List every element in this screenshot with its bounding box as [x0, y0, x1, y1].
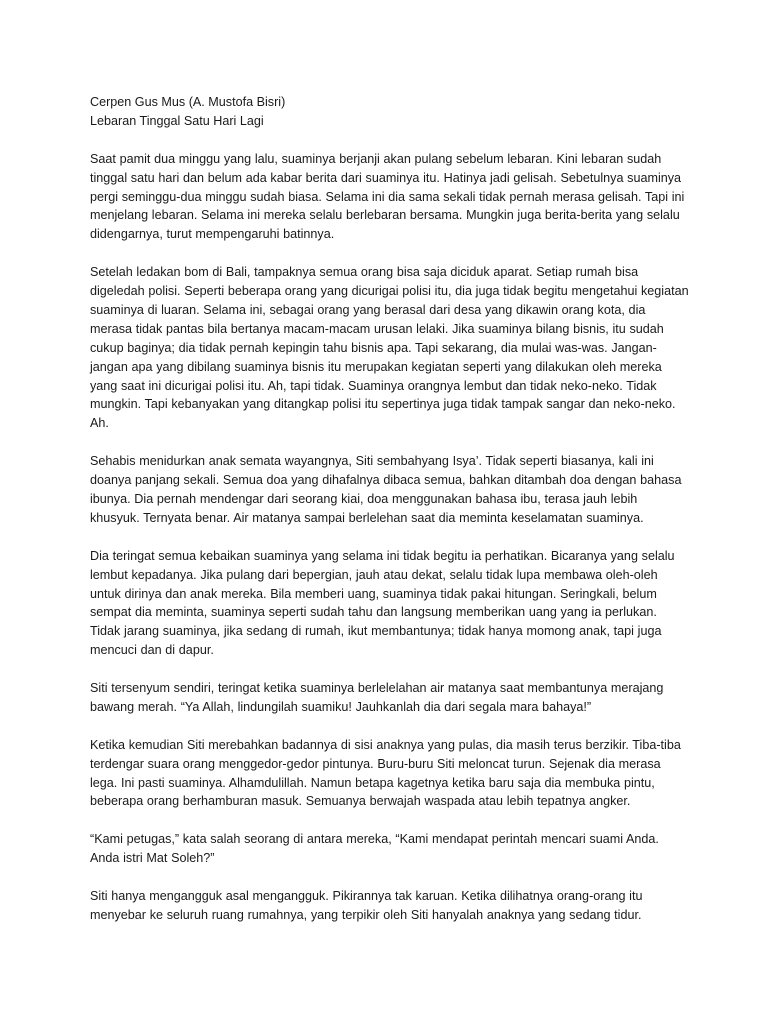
paragraph: Dia teringat semua kebaikan suaminya yang selama ini tidak begitu ia perhatikan. Bicaranya yang selalu lembut kepadanya. Jika pulang dari bepergian, jauh atau dekat, selalu tidak lupa membawa oleh-oleh untuk dirinya dan anak mereka. Bila memberi uang, suaminya tidak pakai hitungan. Seringkali, belum sempat dia meminta, suaminya seperti sudah tahu dan langsung memberikan uang yang ia perlukan. Tidak jarang suaminya, jika sedang di rumah, ikut membantunya; tidak hanya momong anak, tapi juga mencuci dan di dapur. [90, 548, 675, 658]
document-page [90, 93, 690, 925]
paragraph: Siti hanya mengangguk asal mengangguk. Pikirannya tak karuan. Ketika dilihatnya orang-orang itu menyebar ke seluruh ruang rumahnya, yang terpikir oleh Siti hanyalah anaknya yang sedang tidur. [90, 888, 643, 922]
document-story-title: Lebaran Tinggal Satu Hari Lagi [90, 113, 264, 128]
paragraph: Sehabis menidurkan anak semata wayangnya, Siti sembahyang Isya’. Tidak seperti biasanya, kali ini doanya panjang sekali. Semua doa yang dihafalnya dibaca semua, bahkan ditambah doa dengan bahasa ibunya. Dia pernah mendengar dari seorang kiai, doa menggunakan bahasa ibu, terasa jauh lebih khusyuk. Ternyata benar. Air matanya sampai berlelehan saat dia meminta keselamatan suaminya. [90, 454, 682, 525]
paragraph: “Kami petugas,” kata salah seorang di antara mereka, “Kami mendapat perintah mencari suami Anda. Anda istri Mat Soleh?” [90, 832, 659, 866]
paragraph: Ketika kemudian Siti merebahkan badannya di sisi anaknya yang pulas, dia masih terus berzikir. Tiba-tiba terdengar suara orang menggedor-gedor pintunya. Buru-buru Siti meloncat turun. Sejenak dia merasa lega. Ini pasti suaminya. Alhamdulillah. Namun betapa kagetnya ketika baru saja dia membuka pintu, beberapa orang berhamburan masuk. Semuanya berwajah waspada atau lebih tepatnya angker. [90, 737, 681, 809]
paragraph: Saat pamit dua minggu yang lalu, suaminya berjanji akan pulang sebelum lebaran. Kini lebaran sudah tinggal satu hari dan belum ada kabar berita dari suaminya itu. Hatinya jadi gelisah. Sebetulnya suaminya pergi seminggu-dua minggu sudah biasa. Selama ini dia sama sekali tidak pernah merasa gelisah. Tapi ini menjelang lebaran. Selama ini mereka selalu berlebaran bersama. Mungkin juga berita-berita yang selalu didengarnya, turut mempengaruhi batinnya. [90, 151, 685, 242]
paragraph: Siti tersenyum sendiri, teringat ketika suaminya berlelelahan air matanya saat membantunya merajang bawang merah. “Ya Allah, lindungilah suamiku! Jauhkanlah dia dari segala mara bahaya!” [90, 681, 664, 714]
paragraph: Setelah ledakan bom di Bali, tampaknya semua orang bisa saja diciduk aparat. Setiap rumah bisa digeledah polisi. Seperti beberapa orang yang dicurigai polisi itu, dia juga tidak begitu mengetahui kegiatan suaminya di luaran. Selama ini, sebagai orang yang berasal dari desa yang dikawin orang kota, dia merasa tidak pantas bila bertanya macam-macam urusan lelaki. Jika suaminya bilang bisnis, itu sudah cukup baginya; dia tidak pernah kepingin tahu bisnis apa. Tapi sekarang, dia mulai was-was. Jangan-jangan apa yang dibilang suaminya bisnis itu merupakan kegiatan seperti yang dilakukan oleh mereka yang saat ini dicurigai polisi itu. Ah, tapi tidak. Suaminya orangnya lembut dan tidak neko-neko. Tidak mungkin. Tapi kebanyakan yang ditangkap polisi itu sepertinya juga tidak tampak sangar dan neko-neko. Ah. [90, 265, 689, 431]
document-author-heading: Cerpen Gus Mus (A. Mustofa Bisri) [90, 95, 286, 109]
